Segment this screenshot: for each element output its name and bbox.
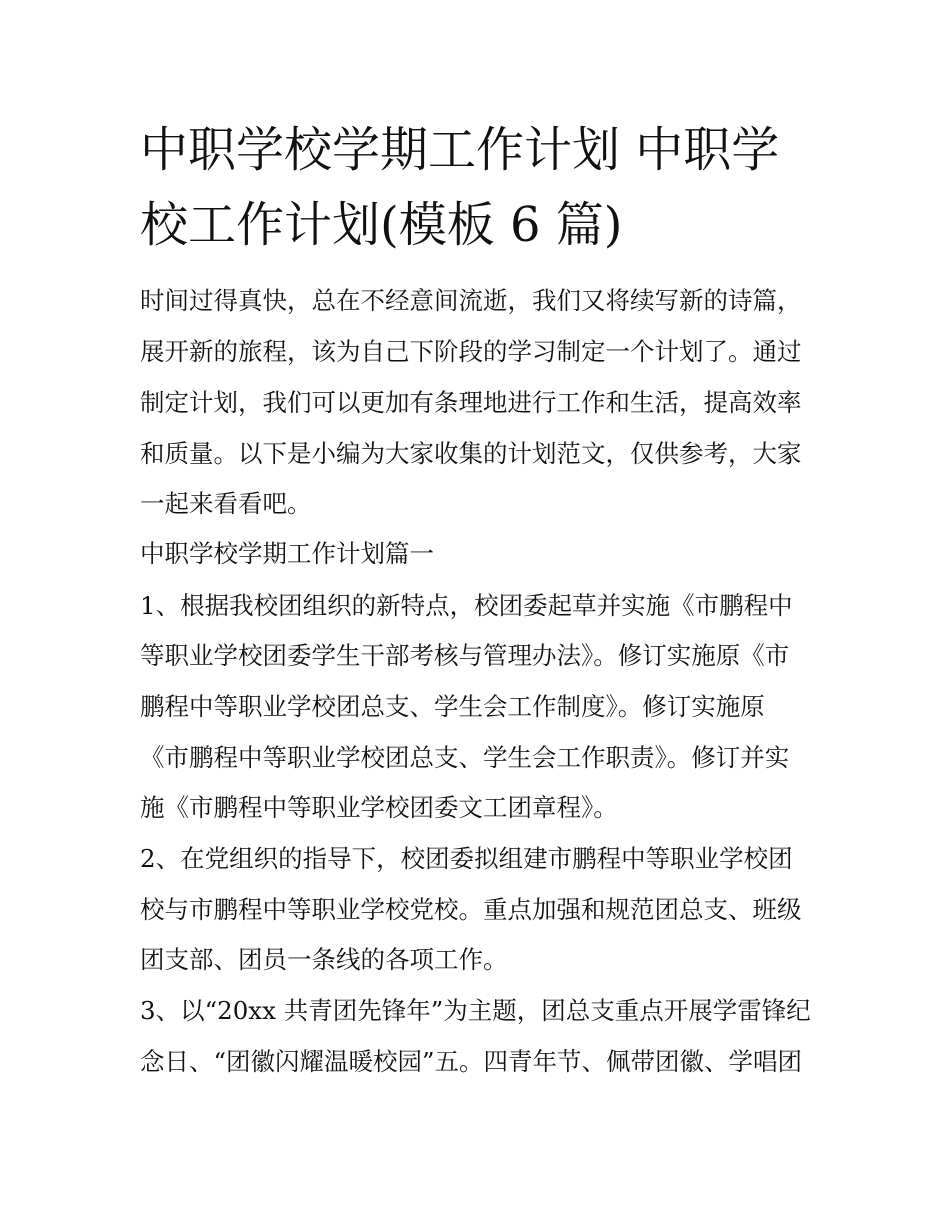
document-title [140, 113, 820, 263]
intro-line-1: 时间过得真快，总在不经意间流逝，我们又将续写新的诗篇， [140, 286, 802, 315]
intro-line-3: 制定计划，我们可以更加有条理地进行工作和生活，提高效率 [140, 388, 802, 417]
item-1-line-4: 《市鹏程中等职业学校团总支、学生会工作职责》。修订并实 [140, 743, 790, 772]
item-1-line-5: 施《市鹏程中等职业学校团委文工团章程》。 [140, 793, 618, 822]
item-2-line-1: 2、在党组织的指导下，校团委拟组建市鹏程中等职业学校团 [140, 844, 793, 873]
intro-line-5: 一起来看看吧。 [140, 489, 312, 518]
item-1-line-3: 鹏程中等职业学校团总支、学生会工作制度》。修订实施原 [140, 692, 765, 721]
item-2-line-2: 校与市鹏程中等职业学校党校。重点加强和规范团总支、班级 [140, 895, 802, 924]
item-2-line-3: 团支部、团员一条线的各项工作。 [140, 945, 508, 974]
item-1-line-1: 1、根据我校团组织的新特点，校团委起草并实施《市鹏程中 [140, 591, 793, 620]
intro-line-4: 和质量。以下是小编为大家收集的计划范文，仅供参考，大家 [140, 439, 802, 468]
item-3-line-2: 念日、“团徽闪耀温暖校园”五。四青年节、佩带团徽、学唱团 [140, 1047, 803, 1076]
intro-line-2: 展开新的旅程，该为自己下阶段的学习制定一个计划了。通过 [140, 337, 802, 366]
section-heading: 中职学校学期工作计划篇一 [140, 539, 434, 568]
title-line-1: 中职学校学期工作计划 中职学 [140, 122, 780, 178]
item-3-line-1: 3、以“20xx 共青团先锋年”为主题，团总支重点开展学雷锋纪 [140, 996, 811, 1025]
title-line-2: 校工作计划(模板 6 篇) [140, 197, 623, 253]
item-1-line-2: 等职业学校团委学生干部考核与管理办法》。修订实施原《市 [140, 641, 790, 670]
